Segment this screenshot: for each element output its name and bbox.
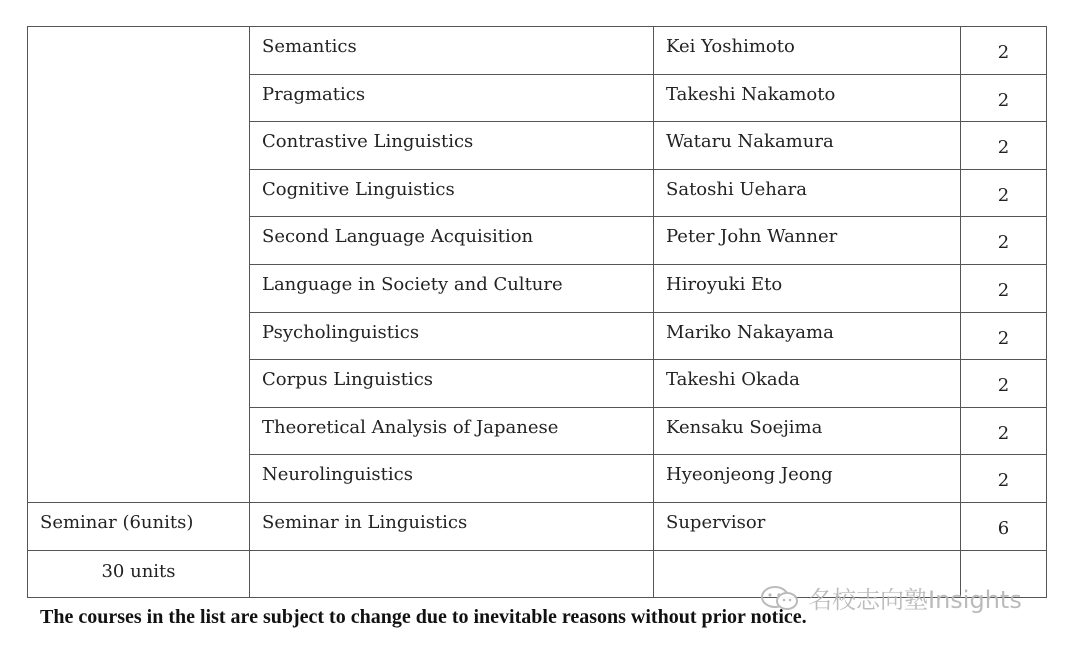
watermark-text: 名校志向塾Insights xyxy=(808,586,1022,614)
units-value: 2 xyxy=(961,264,1047,312)
instructor-name: Mariko Nakayama xyxy=(654,312,961,360)
instructor-name: Hiroyuki Eto xyxy=(654,264,961,312)
units-value: 2 xyxy=(961,74,1047,122)
units-value: 2 xyxy=(961,312,1047,360)
instructor-name: Takeshi Nakamoto xyxy=(654,74,961,122)
units-value: 2 xyxy=(961,169,1047,217)
instructor-name: Kensaku Soejima xyxy=(654,407,961,455)
course-name: Psycholinguistics xyxy=(250,312,654,360)
instructor-name: Peter John Wanner xyxy=(654,217,961,265)
units-value: 2 xyxy=(961,217,1047,265)
disclaimer-notice: The courses in the list are subject to change due to inevitable reasons without prior notice. xyxy=(40,606,807,628)
total-course-empty xyxy=(250,550,654,598)
instructor-name: Takeshi Okada xyxy=(654,360,961,408)
units-value: 2 xyxy=(961,407,1047,455)
units-value: 2 xyxy=(961,360,1047,408)
total-units-label: 30 units xyxy=(28,550,250,598)
table-row xyxy=(28,27,1047,75)
course-name: Cognitive Linguistics xyxy=(250,169,654,217)
units-value: 2 xyxy=(961,27,1047,75)
instructor-name: Kei Yoshimoto xyxy=(654,27,961,75)
units-value: 6 xyxy=(961,502,1047,550)
course-name: Seminar in Linguistics xyxy=(250,502,654,550)
instructor-name: Satoshi Uehara xyxy=(654,169,961,217)
instructor-name: Hyeonjeong Jeong xyxy=(654,455,961,503)
course-name: Contrastive Linguistics xyxy=(250,122,654,170)
course-name: Language in Society and Culture xyxy=(250,264,654,312)
course-name: Neurolinguistics xyxy=(250,455,654,503)
course-name: Pragmatics xyxy=(250,74,654,122)
instructor-name: Wataru Nakamura xyxy=(654,122,961,170)
units-value: 2 xyxy=(961,122,1047,170)
seminar-category: Seminar (6units) xyxy=(28,502,250,550)
units-value: 2 xyxy=(961,455,1047,503)
course-name: Semantics xyxy=(250,27,654,75)
category-cell-empty xyxy=(28,27,250,503)
instructor-name: Supervisor xyxy=(654,502,961,550)
course-name: Second Language Acquisition xyxy=(250,217,654,265)
course-name: Theoretical Analysis of Japanese xyxy=(250,407,654,455)
course-table xyxy=(27,26,1047,598)
course-name: Corpus Linguistics xyxy=(250,360,654,408)
seminar-row xyxy=(28,502,1047,550)
